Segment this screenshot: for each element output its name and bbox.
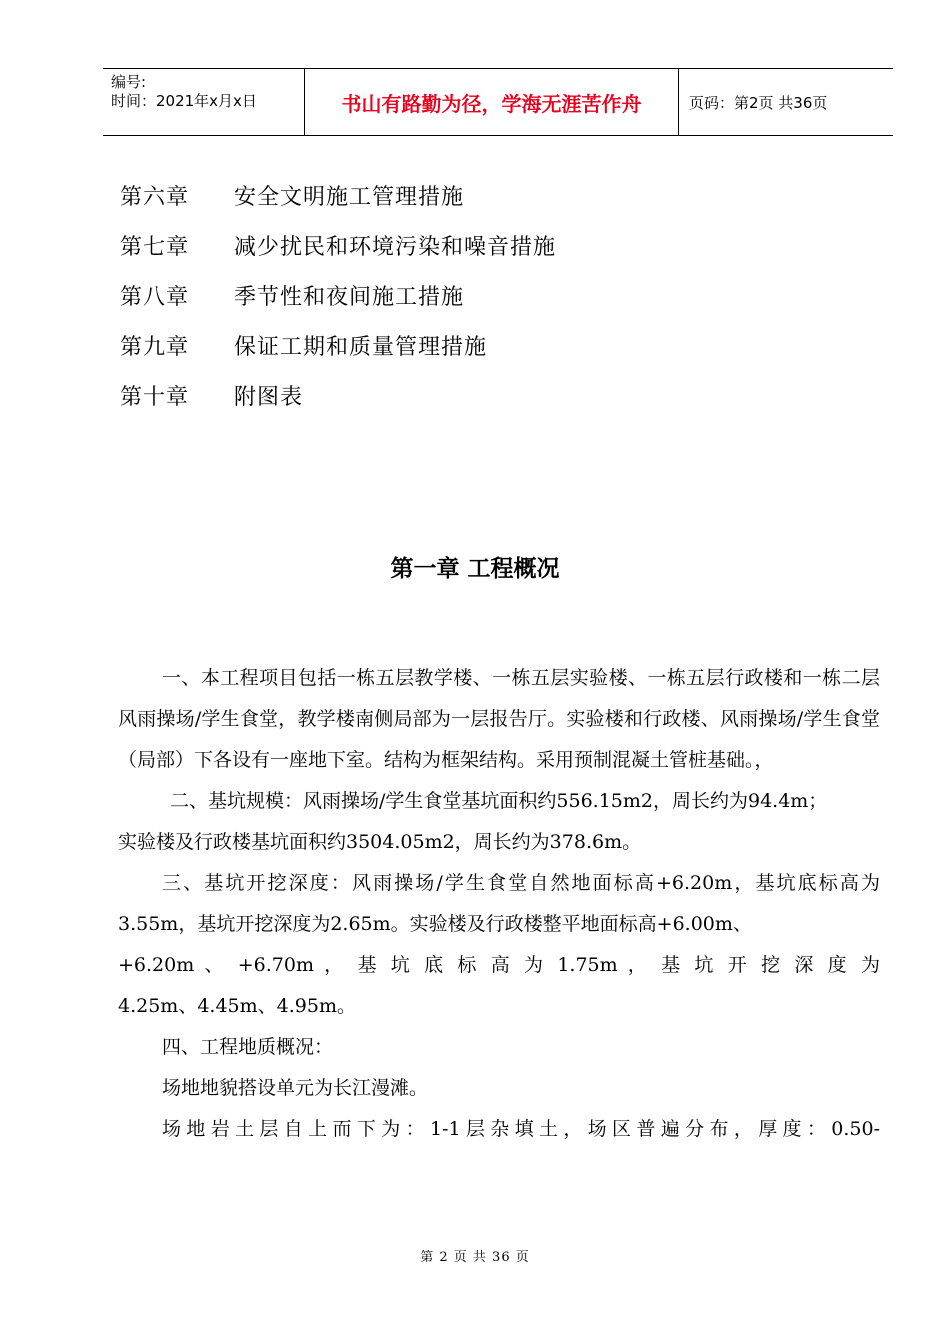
toc-chapter-number: 第十章: [120, 384, 190, 410]
toc-chapter-title: 保证工期和质量管理措施: [234, 334, 488, 360]
header-page-info: 页码：第2页 共36页: [689, 93, 828, 112]
toc-item: [120, 220, 556, 270]
toc-chapter-number: 第六章: [120, 184, 190, 210]
paragraph-pit-depth: 三、基坑开挖深度：风雨操场/学生食堂自然地面标高+6.20m，基坑底标高为3.55m，基坑开挖深度为2.65m。实验楼及行政楼整平地面标高+6.00m、: [118, 872, 880, 935]
body-text: [118, 658, 880, 1150]
paragraph-soil-layers: 场地岩土层自上而下为：1-1层杂填土，场区普遍分布，厚度：0.50-: [162, 1118, 880, 1140]
toc-chapter-title: 减少扰民和环境污染和噪音措施: [234, 234, 557, 260]
paragraph-pit-scale: 二、基坑规模：风雨操场/学生食堂基坑面积约556.15m2，周长约为94.4m；: [170, 790, 828, 812]
toc-chapter-title: 安全文明施工管理措施: [234, 184, 465, 210]
toc-chapter-title: 附图表: [234, 384, 304, 410]
paragraph-project-scope: 一、本工程项目包括一栋五层教学楼、一栋五层实验楼、一栋五层行政楼和一栋二层风雨操场/学生食堂，教学楼南侧局部为一层报告厅。实验楼和行政楼、风雨操场/学生食堂（局部）下各设有一座地下室。结构为框架结构。采用预制混凝土管桩基础。，: [118, 667, 880, 771]
page-header: [103, 68, 893, 136]
toc-item: [120, 370, 556, 420]
toc-item: [120, 170, 556, 220]
paragraph-pit-depth-values: 4.25m、4.45m、4.95m。: [118, 995, 356, 1017]
page-footer: 第 2 页 共 36 页: [420, 1250, 530, 1265]
paragraph-pit-area: 实验楼及行政楼基坑面积约3504.05m2，周长约为378.6m。: [118, 831, 642, 853]
chapter-title: 第一章 工程概况: [390, 556, 560, 582]
document-number-label: 编号:: [111, 73, 147, 91]
toc-item: [120, 320, 556, 370]
toc-chapter-number: 第七章: [120, 234, 190, 260]
header-meta: [103, 69, 305, 135]
header-motto: 书山有路勤为径，学海无涯苦作舟: [305, 69, 679, 135]
paragraph-geology-heading: 四、工程地质概况：: [162, 1036, 334, 1058]
paragraph-pit-depth-continued: +6.20m 、 +6.70m ， 基 坑 底 标 高 为 1.75m ， 基 坑 开 挖 深 度 为: [118, 954, 880, 976]
document-time: 时间：2021年x月x日: [111, 92, 257, 110]
paragraph-landform: 场地地貌搭设单元为长江漫滩。: [162, 1077, 429, 1099]
toc-chapter-number: 第八章: [120, 284, 190, 310]
table-of-contents: [120, 170, 556, 420]
toc-chapter-number: 第九章: [120, 334, 190, 360]
toc-chapter-title: 季节性和夜间施工措施: [234, 284, 465, 310]
toc-item: [120, 270, 556, 320]
